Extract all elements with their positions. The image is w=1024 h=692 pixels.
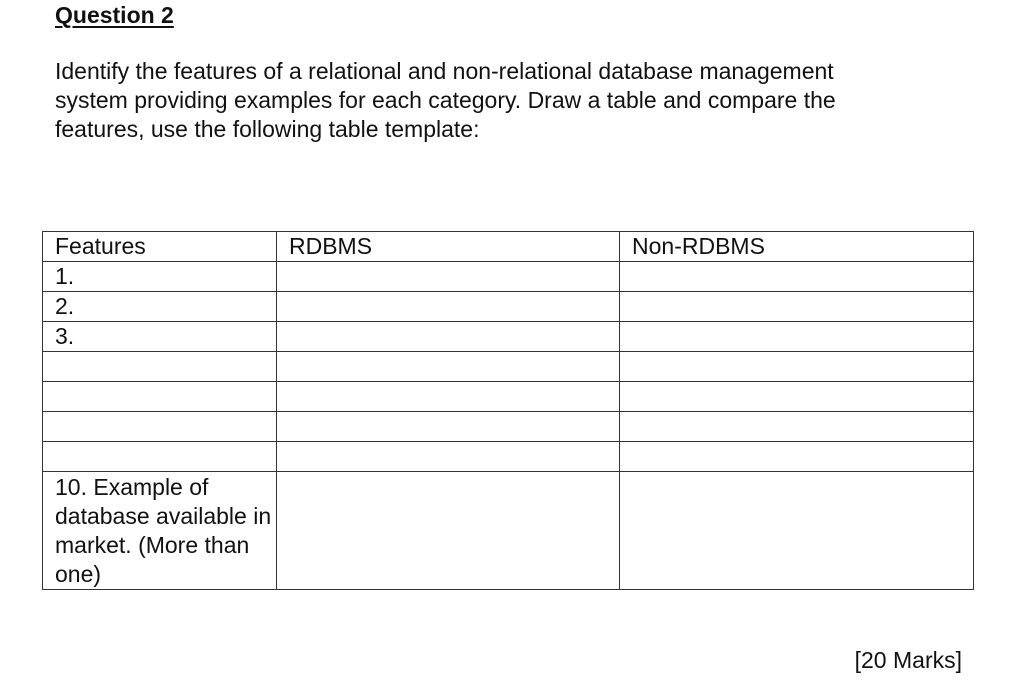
- feature-cell: [43, 412, 277, 442]
- rdbms-cell: [277, 442, 620, 472]
- question-title: Question 2: [55, 2, 174, 28]
- prompt-line: Identify the features of a relational and non-relational database management: [55, 58, 834, 84]
- feature-cell: [43, 442, 277, 472]
- table-row: [43, 352, 974, 382]
- feature-cell: 2.: [43, 292, 277, 322]
- non-rdbms-cell: [620, 442, 974, 472]
- question-prompt: [55, 57, 955, 144]
- feature-cell-examples: 10. Example of database available in market. (More than one): [43, 472, 277, 590]
- rdbms-cell: [277, 382, 620, 412]
- rdbms-cell: [277, 472, 620, 590]
- rdbms-cell: [277, 292, 620, 322]
- feature-cell: [43, 382, 277, 412]
- non-rdbms-cell: [620, 382, 974, 412]
- table-row: [43, 442, 974, 472]
- header-rdbms: RDBMS: [277, 232, 620, 262]
- marks-label: [20 Marks]: [854, 647, 962, 673]
- table-row: [43, 382, 974, 412]
- table-row: [43, 292, 974, 322]
- non-rdbms-cell: [620, 352, 974, 382]
- non-rdbms-cell: [620, 292, 974, 322]
- feature-cell: 1.: [43, 262, 277, 292]
- table-header-row: [43, 232, 974, 262]
- non-rdbms-cell: [620, 472, 974, 590]
- header-features: Features: [43, 232, 277, 262]
- table-row: [43, 262, 974, 292]
- prompt-line: system providing examples for each category. Draw a table and compare the: [55, 87, 836, 113]
- feature-cell: [43, 352, 277, 382]
- rdbms-cell: [277, 262, 620, 292]
- comparison-table: [42, 231, 974, 590]
- feature-cell: 3.: [43, 322, 277, 352]
- header-non-rdbms: Non-RDBMS: [620, 232, 974, 262]
- non-rdbms-cell: [620, 262, 974, 292]
- non-rdbms-cell: [620, 412, 974, 442]
- table-row: [43, 412, 974, 442]
- rdbms-cell: [277, 322, 620, 352]
- non-rdbms-cell: [620, 322, 974, 352]
- rdbms-cell: [277, 412, 620, 442]
- table-row-examples: [43, 472, 974, 590]
- prompt-line: features, use the following table template:: [55, 116, 480, 142]
- table-row: [43, 322, 974, 352]
- rdbms-cell: [277, 352, 620, 382]
